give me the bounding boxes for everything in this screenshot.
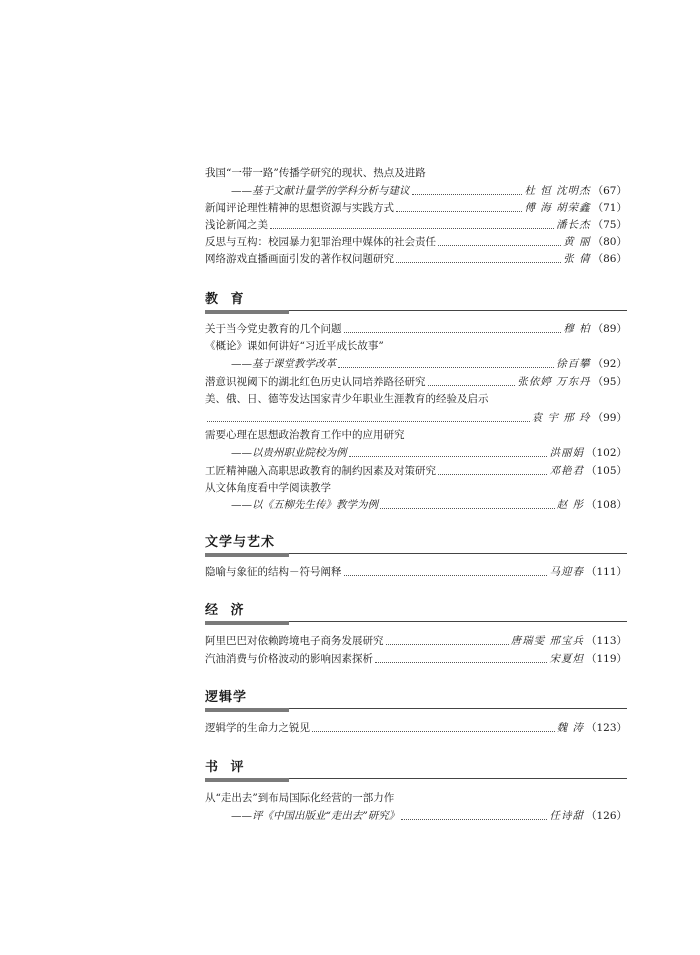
entry-title: 我国“一带一路”传播学研究的现状、热点及进路 [205, 167, 426, 179]
dot-leader [401, 819, 547, 820]
dot-leader [380, 508, 555, 509]
entry-author: 徐百攀 [556, 358, 591, 370]
toc-entry[interactable] [205, 444, 627, 460]
toc-entry[interactable] [205, 355, 627, 371]
dot-leader [438, 245, 561, 246]
entry-title: 反思与互构：校园暴力犯罪治理中媒体的社会责任 [205, 236, 436, 248]
entry-page: （89） [592, 323, 627, 335]
entry-page: （86） [592, 253, 627, 265]
toc-entry[interactable] [205, 199, 627, 215]
entry-title: 阿里巴巴对依赖跨境电子商务发展研究 [205, 635, 384, 647]
entry-author: 唐瑞雯 邢宝兵 [510, 635, 584, 647]
toc-entry[interactable] [205, 462, 627, 478]
entry-author: 袁 宇 邢 玲 [531, 412, 591, 424]
entry-title: ——评《中国出版业“走出去”研究》 [231, 810, 400, 822]
entry-title: 隐喻与象征的结构－符号阐释 [205, 566, 342, 578]
dot-leader [344, 332, 562, 333]
entry-title: 关于当今党史教育的几个问题 [205, 323, 342, 335]
section-bar [205, 778, 289, 782]
toc-entry[interactable] [205, 563, 627, 579]
entry-page: （113） [585, 635, 627, 647]
entry-title: 新闻评论理性精神的思想资源与实践方式 [205, 202, 394, 214]
dot-leader [338, 367, 554, 368]
entry-author: 张依婷 万东丹 [517, 376, 591, 388]
toc-entry[interactable] [205, 373, 627, 389]
toc-entry[interactable] [205, 320, 627, 336]
toc-entry[interactable] [205, 337, 627, 353]
entry-author: 穆 柏 [563, 323, 591, 335]
toc-entry[interactable] [205, 409, 627, 425]
dot-leader [349, 456, 548, 457]
section-heading-education: 教 育 [205, 292, 248, 307]
entry-page: （108） [585, 499, 627, 511]
entry-title: 《概论》课如何讲好“习近平成长故事” [205, 340, 384, 352]
entry-author: 潘长杰 [556, 219, 591, 231]
entry-title: 美、俄、日、德等发达国家青少年职业生涯教育的经验及启示 [205, 393, 489, 405]
toc-entry[interactable] [205, 719, 627, 735]
toc-entry[interactable] [205, 789, 627, 805]
entry-title: ——以贵州职业院校为例 [231, 447, 347, 459]
toc-entry[interactable] [205, 233, 627, 249]
entry-page: （67） [592, 185, 627, 197]
entry-author: 杜 恒 沈明杰 [524, 185, 591, 197]
section-bar [205, 553, 289, 557]
entry-title: 汽油消费与价格波动的影响因素探析 [205, 653, 373, 665]
entry-page: （75） [592, 219, 627, 231]
toc-entry[interactable] [205, 426, 627, 442]
entry-page: （126） [585, 810, 627, 822]
dot-leader [396, 211, 522, 212]
dot-leader [438, 474, 547, 475]
entry-author: 赵 彤 [556, 499, 584, 511]
section-heading-literature-art: 文学与艺术 [205, 535, 276, 550]
dot-leader [312, 731, 555, 732]
entry-page: （71） [592, 202, 627, 214]
section-bar [205, 621, 289, 625]
dot-leader [428, 385, 516, 386]
entry-author: 洪丽娟 [549, 447, 584, 459]
entry-author: 黄 丽 [563, 236, 591, 248]
entry-author: 马迎春 [549, 566, 584, 578]
entry-page: （92） [592, 358, 627, 370]
toc-entry[interactable] [205, 650, 627, 666]
dot-leader [344, 575, 548, 576]
entry-page: （119） [585, 653, 627, 665]
toc-entry[interactable] [205, 390, 627, 406]
section-bar [205, 708, 289, 712]
section-heading-book-review: 书 评 [205, 760, 248, 775]
entry-title: 需要心理在思想政治教育工作中的应用研究 [205, 429, 405, 441]
entry-page: （123） [585, 722, 627, 734]
section-heading-logic: 逻辑学 [205, 690, 248, 705]
entry-page: （111） [585, 566, 627, 578]
entry-title: ——以《五柳先生传》教学为例 [231, 499, 378, 511]
entry-title: 从“走出去”到布局国际化经营的一部力作 [205, 792, 395, 804]
entry-page: （80） [592, 236, 627, 248]
entry-author: 张 倩 [563, 253, 591, 265]
toc-entry[interactable] [205, 807, 627, 823]
toc-entry[interactable] [205, 479, 627, 495]
entry-author: 魏 涛 [556, 722, 584, 734]
entry-author: 傅 海 胡荣鑫 [524, 202, 591, 214]
dot-leader [207, 421, 530, 422]
entry-title: ——基于课堂教学改革 [231, 358, 336, 370]
entry-page: （105） [585, 465, 627, 477]
entry-author: 邓艳君 [549, 465, 584, 477]
dot-leader [386, 644, 509, 645]
toc-entry[interactable] [205, 164, 627, 180]
entry-title: 逻辑学的生命力之锐见 [205, 722, 310, 734]
entry-page: （102） [585, 447, 627, 459]
entry-page: （95） [592, 376, 627, 388]
toc-entry[interactable] [205, 216, 627, 232]
toc-entry[interactable] [205, 496, 627, 512]
entry-author: 宋夏炟 [549, 653, 584, 665]
toc-entry[interactable] [205, 250, 627, 266]
entry-author: 任诗甜 [549, 810, 584, 822]
section-bar [205, 310, 289, 314]
entry-title: 浅论新闻之美 [205, 219, 268, 231]
entry-title: 潜意识视阈下的湖北红色历史认同培养路径研究 [205, 376, 426, 388]
entry-title: ——基于文献计量学的学科分析与建议 [231, 185, 410, 197]
entry-page: （99） [592, 412, 627, 424]
entry-title: 网络游戏直播画面引发的著作权问题研究 [205, 253, 394, 265]
toc-entry[interactable] [205, 182, 627, 198]
dot-leader [412, 194, 523, 195]
dot-leader [375, 662, 547, 663]
dot-leader [396, 262, 561, 263]
entry-title: 从文体角度看中学阅读教学 [205, 482, 331, 494]
toc-entry[interactable] [205, 632, 627, 648]
dot-leader [270, 228, 554, 229]
entry-title: 工匠精神融入高职思政教育的制约因素及对策研究 [205, 465, 436, 477]
section-heading-economics: 经 济 [205, 603, 248, 618]
